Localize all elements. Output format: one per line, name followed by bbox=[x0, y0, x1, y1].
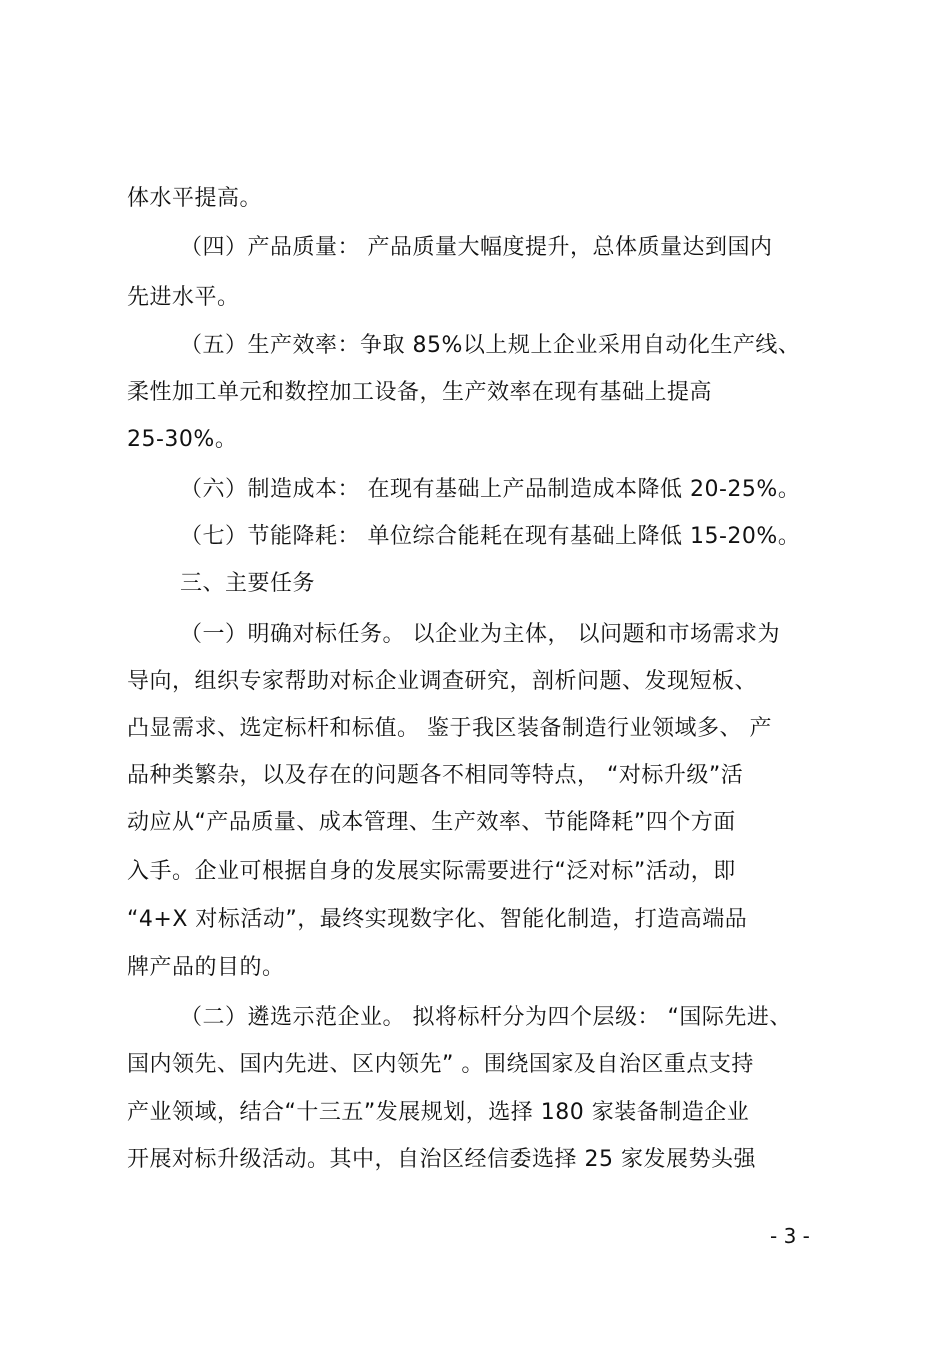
text-line: 体水平提高。 bbox=[127, 186, 263, 211]
text-line: 国内领先、国内先进、区内领先” 。围绕国家及自治区重点支持 bbox=[127, 1052, 754, 1077]
text-line: 品种类繁杂，以及存在的问题各不相同等特点， “对标升级”活 bbox=[127, 763, 744, 788]
section-heading: 三、主要任务 bbox=[180, 571, 316, 596]
text-line: （一）明确对标任务。 以企业为主体， 以问题和市场需求为 bbox=[180, 622, 780, 647]
text-line: （二）遴选示范企业。 拟将标杆分为四个层级： “国际先进、 bbox=[180, 1005, 792, 1030]
text-line: 导向，组织专家帮助对标企业调查研究，剖析问题、发现短板、 bbox=[127, 669, 758, 694]
text-line: 先进水平。 bbox=[127, 285, 240, 310]
text-line: 入手。企业可根据自身的发展实际需要进行“泛对标”活动，即 bbox=[127, 859, 736, 884]
text-line: 开展对标升级活动。其中，自治区经信委选择 25 家发展势头强 bbox=[127, 1147, 756, 1172]
text-line: 动应从“产品质量、成本管理、生产效率、节能降耗”四个方面 bbox=[127, 810, 736, 835]
text-line: 凸显需求、选定标杆和标值。 鉴于我区装备制造行业领域多、 产 bbox=[127, 716, 772, 741]
page-number: - 3 - bbox=[770, 1224, 810, 1248]
text-line: （五）生产效率：争取 85%以上规上企业采用自动化生产线、 bbox=[180, 333, 801, 358]
text-line: 牌产品的目的。 bbox=[127, 955, 285, 980]
text-line: 25-30%。 bbox=[127, 427, 238, 452]
text-line: 产业领域，结合“十三五”发展规划，选择 180 家装备制造企业 bbox=[127, 1100, 750, 1125]
text-line: （四）产品质量： 产品质量大幅度提升，总体质量达到国内 bbox=[180, 235, 773, 260]
text-line: “4+X 对标活动”，最终实现数字化、智能化制造，打造高端品 bbox=[127, 907, 748, 932]
text-line: 柔性加工单元和数控加工设备，生产效率在现有基础上提高 bbox=[127, 380, 713, 405]
text-line: （七）节能降耗： 单位综合能耗在现有基础上降低 15-20%。 bbox=[180, 524, 801, 549]
text-line: （六）制造成本： 在现有基础上产品制造成本降低 20-25%。 bbox=[180, 477, 801, 502]
